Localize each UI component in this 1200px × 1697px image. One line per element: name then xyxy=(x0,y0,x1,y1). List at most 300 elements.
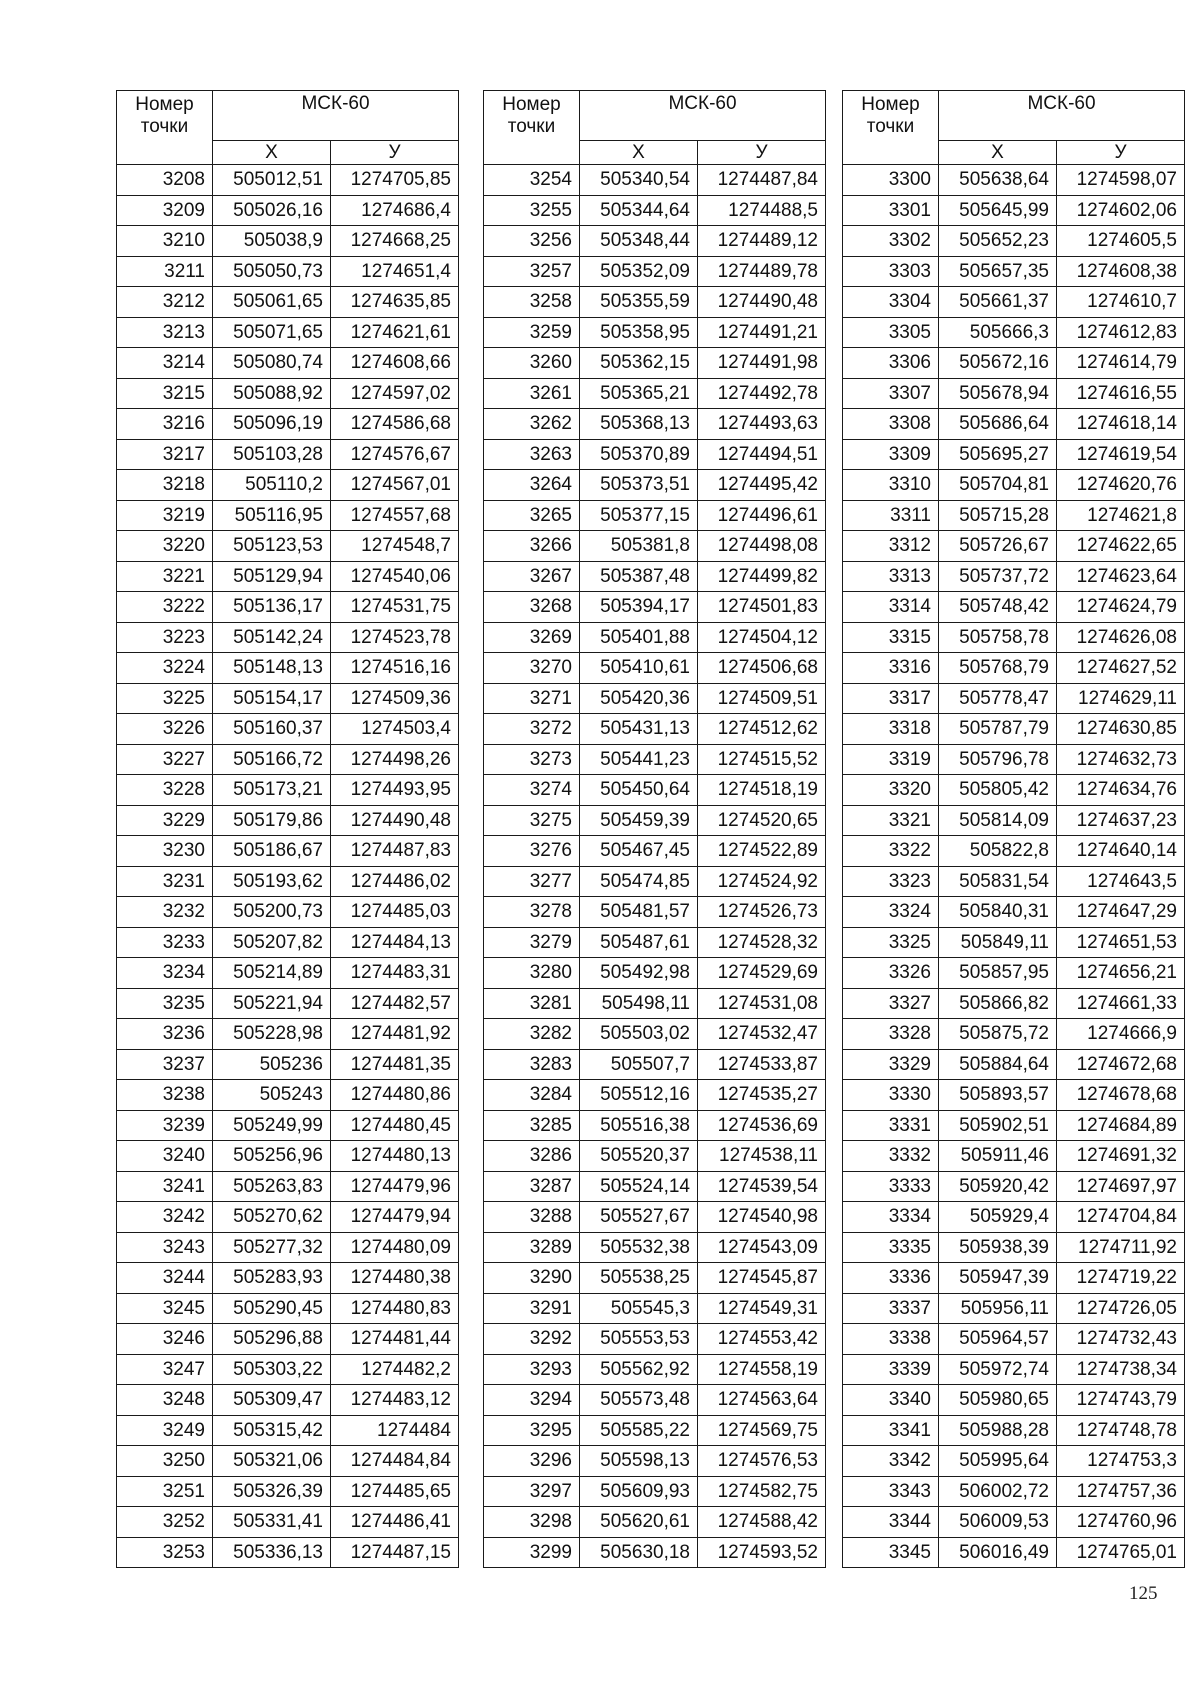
x-coordinate-cell: 505657,35 xyxy=(939,256,1057,287)
y-coordinate-cell: 1274540,06 xyxy=(331,561,459,592)
table-row xyxy=(484,287,826,318)
x-coordinate-cell: 505512,16 xyxy=(580,1080,698,1111)
point-number-cell: 3284 xyxy=(484,1080,580,1111)
table-row xyxy=(843,195,1185,226)
point-number-cell: 3296 xyxy=(484,1446,580,1477)
y-coordinate-cell: 1274634,76 xyxy=(1057,775,1185,806)
y-coordinate-cell: 1274630,85 xyxy=(1057,714,1185,745)
point-number-cell: 3227 xyxy=(117,744,213,775)
table-row xyxy=(117,317,459,348)
table-row xyxy=(484,561,826,592)
table-row xyxy=(843,1446,1185,1477)
x-coordinate-cell: 505249,99 xyxy=(213,1110,331,1141)
y-coordinate-cell: 1274743,79 xyxy=(1057,1385,1185,1416)
point-number-cell: 3341 xyxy=(843,1415,939,1446)
x-coordinate-cell: 505737,72 xyxy=(939,561,1057,592)
table-body xyxy=(843,165,1185,1568)
y-coordinate-cell: 1274520,65 xyxy=(698,805,826,836)
x-column-header: Х xyxy=(213,141,331,165)
y-coordinate-cell: 1274543,09 xyxy=(698,1232,826,1263)
table-row xyxy=(117,439,459,470)
table-row xyxy=(117,714,459,745)
table-row xyxy=(843,348,1185,379)
point-number-cell: 3218 xyxy=(117,470,213,501)
table-row xyxy=(484,378,826,409)
table-row xyxy=(484,866,826,897)
point-number-cell: 3310 xyxy=(843,470,939,501)
y-coordinate-cell: 1274480,83 xyxy=(331,1293,459,1324)
point-number-header-line2: точки xyxy=(507,116,556,137)
y-coordinate-cell: 1274704,84 xyxy=(1057,1202,1185,1233)
x-coordinate-cell: 505758,78 xyxy=(939,622,1057,653)
table-row xyxy=(843,531,1185,562)
table-row xyxy=(484,1080,826,1111)
x-coordinate-cell: 505524,14 xyxy=(580,1171,698,1202)
point-number-cell: 3223 xyxy=(117,622,213,653)
y-coordinate-cell: 1274487,83 xyxy=(331,836,459,867)
y-coordinate-cell: 1274569,75 xyxy=(698,1415,826,1446)
x-coordinate-cell: 505326,39 xyxy=(213,1476,331,1507)
x-coordinate-cell: 505911,46 xyxy=(939,1141,1057,1172)
y-coordinate-cell: 1274651,53 xyxy=(1057,927,1185,958)
table-row xyxy=(117,561,459,592)
y-coordinate-cell: 1274748,78 xyxy=(1057,1415,1185,1446)
table-row xyxy=(843,1415,1185,1446)
table-row xyxy=(484,470,826,501)
x-coordinate-cell: 505160,37 xyxy=(213,714,331,745)
table-row xyxy=(843,714,1185,745)
x-coordinate-cell: 505796,78 xyxy=(939,744,1057,775)
x-coordinate-cell: 505545,3 xyxy=(580,1293,698,1324)
table-row xyxy=(117,500,459,531)
table-row xyxy=(843,1324,1185,1355)
x-coordinate-cell: 505498,11 xyxy=(580,988,698,1019)
x-coordinate-cell: 505315,42 xyxy=(213,1415,331,1446)
x-coordinate-cell: 505179,86 xyxy=(213,805,331,836)
x-coordinate-cell: 505256,96 xyxy=(213,1141,331,1172)
y-coordinate-cell: 1274576,53 xyxy=(698,1446,826,1477)
table-row xyxy=(117,1171,459,1202)
y-coordinate-cell: 1274490,48 xyxy=(698,287,826,318)
table-row xyxy=(484,500,826,531)
y-coordinate-cell: 1274567,01 xyxy=(331,470,459,501)
table-row xyxy=(117,866,459,897)
x-coordinate-cell: 505186,67 xyxy=(213,836,331,867)
table-row xyxy=(117,622,459,653)
y-coordinate-cell: 1274486,41 xyxy=(331,1507,459,1538)
table-row xyxy=(117,836,459,867)
table-row xyxy=(484,1476,826,1507)
point-number-cell: 3264 xyxy=(484,470,580,501)
y-coordinate-cell: 1274479,94 xyxy=(331,1202,459,1233)
table-row xyxy=(484,622,826,653)
table-row xyxy=(484,1202,826,1233)
point-number-cell: 3345 xyxy=(843,1537,939,1568)
x-coordinate-cell: 505309,47 xyxy=(213,1385,331,1416)
table-row xyxy=(484,1293,826,1324)
table-row xyxy=(117,1293,459,1324)
y-coordinate-cell: 1274732,43 xyxy=(1057,1324,1185,1355)
point-number-cell: 3307 xyxy=(843,378,939,409)
x-coordinate-cell: 505450,64 xyxy=(580,775,698,806)
y-coordinate-cell: 1274499,82 xyxy=(698,561,826,592)
point-number-cell: 3231 xyxy=(117,866,213,897)
point-number-cell: 3320 xyxy=(843,775,939,806)
point-number-cell: 3316 xyxy=(843,653,939,684)
x-coordinate-cell: 505166,72 xyxy=(213,744,331,775)
y-coordinate-cell: 1274489,78 xyxy=(698,256,826,287)
x-coordinate-cell: 505487,61 xyxy=(580,927,698,958)
point-number-cell: 3235 xyxy=(117,988,213,1019)
y-coordinate-cell: 1274523,78 xyxy=(331,622,459,653)
table-row xyxy=(843,1080,1185,1111)
x-coordinate-cell: 505263,83 xyxy=(213,1171,331,1202)
point-number-cell: 3295 xyxy=(484,1415,580,1446)
table-row xyxy=(843,1019,1185,1050)
table-row xyxy=(117,287,459,318)
table-row xyxy=(117,378,459,409)
table-row xyxy=(117,1324,459,1355)
table-row xyxy=(843,500,1185,531)
table-row xyxy=(117,1141,459,1172)
point-number-cell: 3248 xyxy=(117,1385,213,1416)
point-number-cell: 3269 xyxy=(484,622,580,653)
x-coordinate-cell: 505516,38 xyxy=(580,1110,698,1141)
y-coordinate-cell: 1274608,66 xyxy=(331,348,459,379)
x-coordinate-cell: 506016,49 xyxy=(939,1537,1057,1568)
table-body xyxy=(484,165,826,1568)
x-coordinate-cell: 505988,28 xyxy=(939,1415,1057,1446)
point-number-cell: 3288 xyxy=(484,1202,580,1233)
x-coordinate-cell: 505441,23 xyxy=(580,744,698,775)
table-row xyxy=(484,348,826,379)
point-number-cell: 3222 xyxy=(117,592,213,623)
table-row xyxy=(484,836,826,867)
x-coordinate-cell: 505661,37 xyxy=(939,287,1057,318)
point-number-cell: 3317 xyxy=(843,683,939,714)
y-coordinate-cell: 1274684,89 xyxy=(1057,1110,1185,1141)
point-number-cell: 3268 xyxy=(484,592,580,623)
y-coordinate-cell: 1274484 xyxy=(331,1415,459,1446)
x-coordinate-cell: 505370,89 xyxy=(580,439,698,470)
table-row xyxy=(484,439,826,470)
point-number-cell: 3324 xyxy=(843,897,939,928)
x-coordinate-cell: 505831,54 xyxy=(939,866,1057,897)
table-row xyxy=(484,1385,826,1416)
table-row xyxy=(843,927,1185,958)
x-coordinate-cell: 505527,67 xyxy=(580,1202,698,1233)
y-coordinate-cell: 1274605,5 xyxy=(1057,226,1185,257)
point-number-cell: 3289 xyxy=(484,1232,580,1263)
y-coordinate-cell: 1274515,52 xyxy=(698,744,826,775)
y-coordinate-cell: 1274480,09 xyxy=(331,1232,459,1263)
x-coordinate-cell: 505116,95 xyxy=(213,500,331,531)
y-coordinate-cell: 1274484,84 xyxy=(331,1446,459,1477)
x-coordinate-cell: 505154,17 xyxy=(213,683,331,714)
point-number-cell: 3277 xyxy=(484,866,580,897)
point-number-cell: 3253 xyxy=(117,1537,213,1568)
y-coordinate-cell: 1274484,13 xyxy=(331,927,459,958)
x-coordinate-cell: 505686,64 xyxy=(939,409,1057,440)
y-coordinate-cell: 1274548,7 xyxy=(331,531,459,562)
x-coordinate-cell: 505652,23 xyxy=(939,226,1057,257)
table-row xyxy=(843,653,1185,684)
table-row xyxy=(484,1507,826,1538)
point-number-cell: 3319 xyxy=(843,744,939,775)
point-number-cell: 3229 xyxy=(117,805,213,836)
point-number-cell: 3282 xyxy=(484,1019,580,1050)
y-coordinate-cell: 1274487,84 xyxy=(698,165,826,196)
table-row xyxy=(484,958,826,989)
y-coordinate-cell: 1274491,21 xyxy=(698,317,826,348)
x-coordinate-cell: 505805,42 xyxy=(939,775,1057,806)
page-number: 125 xyxy=(1129,1583,1158,1604)
point-number-cell: 3297 xyxy=(484,1476,580,1507)
table-row xyxy=(843,165,1185,196)
point-number-cell: 3299 xyxy=(484,1537,580,1568)
point-number-cell: 3327 xyxy=(843,988,939,1019)
table-row xyxy=(843,1171,1185,1202)
y-coordinate-cell: 1274686,4 xyxy=(331,195,459,226)
y-coordinate-cell: 1274496,61 xyxy=(698,500,826,531)
point-number-cell: 3236 xyxy=(117,1019,213,1050)
point-number-cell: 3246 xyxy=(117,1324,213,1355)
x-coordinate-cell: 505672,16 xyxy=(939,348,1057,379)
point-number-header xyxy=(117,91,213,165)
y-coordinate-cell: 1274526,73 xyxy=(698,897,826,928)
table-row xyxy=(484,317,826,348)
x-coordinate-cell: 505321,06 xyxy=(213,1446,331,1477)
x-coordinate-cell: 505336,13 xyxy=(213,1537,331,1568)
table-row xyxy=(484,256,826,287)
point-number-cell: 3318 xyxy=(843,714,939,745)
y-coordinate-cell: 1274697,97 xyxy=(1057,1171,1185,1202)
table-row xyxy=(843,1507,1185,1538)
x-coordinate-cell: 505352,09 xyxy=(580,256,698,287)
point-number-cell: 3273 xyxy=(484,744,580,775)
x-coordinate-cell: 506002,72 xyxy=(939,1476,1057,1507)
x-coordinate-cell: 505893,57 xyxy=(939,1080,1057,1111)
table-row xyxy=(117,1415,459,1446)
y-coordinate-cell: 1274512,62 xyxy=(698,714,826,745)
y-coordinate-cell: 1274509,51 xyxy=(698,683,826,714)
x-coordinate-cell: 505148,13 xyxy=(213,653,331,684)
y-coordinate-cell: 1274531,75 xyxy=(331,592,459,623)
point-number-cell: 3336 xyxy=(843,1263,939,1294)
y-coordinate-cell: 1274491,98 xyxy=(698,348,826,379)
point-number-cell: 3304 xyxy=(843,287,939,318)
point-number-cell: 3230 xyxy=(117,836,213,867)
coordinates-table-1 xyxy=(116,90,459,1568)
point-number-cell: 3280 xyxy=(484,958,580,989)
coordinate-system-header: МСК-60 xyxy=(939,91,1185,141)
table-row xyxy=(484,1232,826,1263)
y-coordinate-cell: 1274563,64 xyxy=(698,1385,826,1416)
y-coordinate-cell: 1274632,73 xyxy=(1057,744,1185,775)
x-coordinate-cell: 505368,13 xyxy=(580,409,698,440)
table-row xyxy=(843,836,1185,867)
point-number-cell: 3237 xyxy=(117,1049,213,1080)
x-coordinate-cell: 505947,39 xyxy=(939,1263,1057,1294)
point-number-cell: 3256 xyxy=(484,226,580,257)
point-number-cell: 3214 xyxy=(117,348,213,379)
table-row xyxy=(117,1019,459,1050)
table-body xyxy=(117,165,459,1568)
x-coordinate-cell: 505088,92 xyxy=(213,378,331,409)
point-number-cell: 3233 xyxy=(117,927,213,958)
table-row xyxy=(843,1476,1185,1507)
point-number-cell: 3329 xyxy=(843,1049,939,1080)
table-row xyxy=(117,195,459,226)
table-row xyxy=(117,1385,459,1416)
table-row xyxy=(484,653,826,684)
y-coordinate-cell: 1274626,08 xyxy=(1057,622,1185,653)
x-coordinate-cell: 505277,32 xyxy=(213,1232,331,1263)
point-number-cell: 3257 xyxy=(484,256,580,287)
table-row xyxy=(843,1537,1185,1568)
x-coordinate-cell: 505726,67 xyxy=(939,531,1057,562)
x-coordinate-cell: 505562,92 xyxy=(580,1354,698,1385)
y-coordinate-cell: 1274612,83 xyxy=(1057,317,1185,348)
y-coordinate-cell: 1274501,83 xyxy=(698,592,826,623)
point-number-cell: 3287 xyxy=(484,1171,580,1202)
table-header xyxy=(484,91,826,165)
point-number-cell: 3261 xyxy=(484,378,580,409)
y-column-header: У xyxy=(1057,141,1185,165)
y-coordinate-cell: 1274493,95 xyxy=(331,775,459,806)
x-coordinate-cell: 505866,82 xyxy=(939,988,1057,1019)
x-coordinate-cell: 505787,79 xyxy=(939,714,1057,745)
x-coordinate-cell: 505814,09 xyxy=(939,805,1057,836)
x-coordinate-cell: 505136,17 xyxy=(213,592,331,623)
table-row xyxy=(117,348,459,379)
point-number-cell: 3281 xyxy=(484,988,580,1019)
table-row xyxy=(117,470,459,501)
point-number-cell: 3262 xyxy=(484,409,580,440)
y-coordinate-cell: 1274637,23 xyxy=(1057,805,1185,836)
x-coordinate-cell: 505355,59 xyxy=(580,287,698,318)
y-coordinate-cell: 1274738,34 xyxy=(1057,1354,1185,1385)
y-coordinate-cell: 1274506,68 xyxy=(698,653,826,684)
table-row xyxy=(117,744,459,775)
point-number-cell: 3328 xyxy=(843,1019,939,1050)
point-number-cell: 3312 xyxy=(843,531,939,562)
table-row xyxy=(843,1354,1185,1385)
table-row xyxy=(843,1263,1185,1294)
table-row xyxy=(484,1049,826,1080)
point-number-cell: 3290 xyxy=(484,1263,580,1294)
table-row xyxy=(117,1263,459,1294)
table-row xyxy=(117,226,459,257)
x-coordinate-cell: 505303,22 xyxy=(213,1354,331,1385)
coordinates-table-3 xyxy=(842,90,1185,1568)
y-coordinate-cell: 1274711,92 xyxy=(1057,1232,1185,1263)
y-coordinate-cell: 1274486,02 xyxy=(331,866,459,897)
y-coordinate-cell: 1274509,36 xyxy=(331,683,459,714)
x-coordinate-cell: 505401,88 xyxy=(580,622,698,653)
table-row xyxy=(484,988,826,1019)
x-coordinate-cell: 505096,19 xyxy=(213,409,331,440)
x-coordinate-cell: 505123,53 xyxy=(213,531,331,562)
x-coordinate-cell: 505377,15 xyxy=(580,500,698,531)
y-coordinate-cell: 1274528,32 xyxy=(698,927,826,958)
point-number-cell: 3239 xyxy=(117,1110,213,1141)
table-row xyxy=(843,470,1185,501)
y-coordinate-cell: 1274593,52 xyxy=(698,1537,826,1568)
x-coordinate-cell: 505630,18 xyxy=(580,1537,698,1568)
x-coordinate-cell: 505080,74 xyxy=(213,348,331,379)
table-row xyxy=(484,592,826,623)
y-coordinate-cell: 1274616,55 xyxy=(1057,378,1185,409)
point-number-header-line2: точки xyxy=(866,116,915,137)
y-coordinate-cell: 1274518,19 xyxy=(698,775,826,806)
point-number-cell: 3217 xyxy=(117,439,213,470)
table-row xyxy=(117,805,459,836)
point-number-cell: 3314 xyxy=(843,592,939,623)
table-row xyxy=(843,622,1185,653)
y-coordinate-cell: 1274535,27 xyxy=(698,1080,826,1111)
table-row xyxy=(484,744,826,775)
table-row xyxy=(843,775,1185,806)
y-coordinate-cell: 1274597,02 xyxy=(331,378,459,409)
table-row xyxy=(484,226,826,257)
table-row xyxy=(484,531,826,562)
y-coordinate-cell: 1274488,5 xyxy=(698,195,826,226)
x-coordinate-cell: 505358,95 xyxy=(580,317,698,348)
point-number-cell: 3305 xyxy=(843,317,939,348)
y-coordinate-cell: 1274640,14 xyxy=(1057,836,1185,867)
y-coordinate-cell: 1274493,63 xyxy=(698,409,826,440)
x-coordinate-cell: 505459,39 xyxy=(580,805,698,836)
x-coordinate-cell: 505849,11 xyxy=(939,927,1057,958)
point-number-cell: 3294 xyxy=(484,1385,580,1416)
point-number-header xyxy=(843,91,939,165)
y-coordinate-cell: 1274482,2 xyxy=(331,1354,459,1385)
y-coordinate-cell: 1274582,75 xyxy=(698,1476,826,1507)
x-coordinate-cell: 505348,44 xyxy=(580,226,698,257)
x-coordinate-cell: 505283,93 xyxy=(213,1263,331,1294)
x-coordinate-cell: 505492,98 xyxy=(580,958,698,989)
x-coordinate-cell: 505431,13 xyxy=(580,714,698,745)
y-coordinate-cell: 1274608,38 xyxy=(1057,256,1185,287)
y-coordinate-cell: 1274588,42 xyxy=(698,1507,826,1538)
x-coordinate-cell: 505822,8 xyxy=(939,836,1057,867)
point-number-cell: 3308 xyxy=(843,409,939,440)
x-coordinate-cell: 505956,11 xyxy=(939,1293,1057,1324)
table-row xyxy=(843,1110,1185,1141)
point-number-cell: 3245 xyxy=(117,1293,213,1324)
table-row xyxy=(484,1537,826,1568)
point-number-cell: 3247 xyxy=(117,1354,213,1385)
x-coordinate-cell: 505365,21 xyxy=(580,378,698,409)
table-row xyxy=(117,1049,459,1080)
y-coordinate-cell: 1274726,05 xyxy=(1057,1293,1185,1324)
point-number-cell: 3337 xyxy=(843,1293,939,1324)
x-coordinate-cell: 505748,42 xyxy=(939,592,1057,623)
y-coordinate-cell: 1274620,76 xyxy=(1057,470,1185,501)
point-number-cell: 3234 xyxy=(117,958,213,989)
y-coordinate-cell: 1274480,86 xyxy=(331,1080,459,1111)
point-number-cell: 3263 xyxy=(484,439,580,470)
table-row xyxy=(484,775,826,806)
y-coordinate-cell: 1274485,65 xyxy=(331,1476,459,1507)
coordinate-system-header: МСК-60 xyxy=(213,91,459,141)
point-number-cell: 3301 xyxy=(843,195,939,226)
y-coordinate-cell: 1274498,08 xyxy=(698,531,826,562)
point-number-cell: 3210 xyxy=(117,226,213,257)
x-coordinate-cell: 505344,64 xyxy=(580,195,698,226)
x-coordinate-cell: 505666,3 xyxy=(939,317,1057,348)
